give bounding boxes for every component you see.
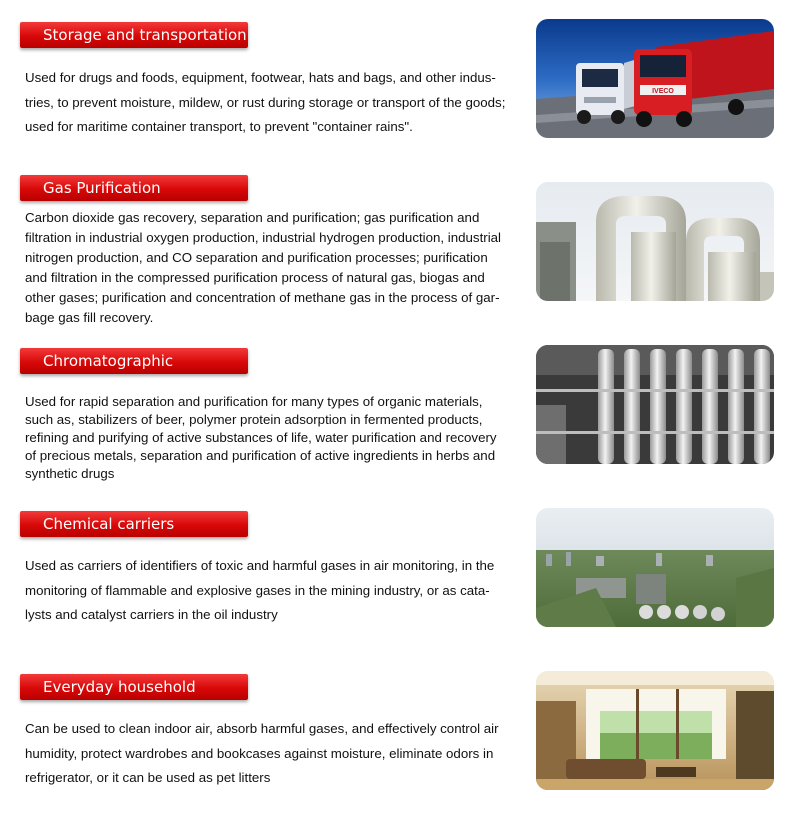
section-text-line: Used as carriers of identifiers of toxic and harmful gases in air monitoring, in the bbox=[25, 558, 495, 573]
section-text-line: filtration in industrial oxygen production, industrial hydrogen production, industrial bbox=[25, 230, 502, 245]
trucks-photo bbox=[536, 19, 774, 138]
section-title: Everyday household bbox=[20, 674, 248, 700]
section-text-line: and filtration in the compressed purification process of natural gas, biogas and bbox=[25, 270, 485, 285]
section-text-line: lysts and catalyst carriers in the oil industry bbox=[25, 607, 278, 622]
section-description bbox=[25, 717, 515, 791]
section-text-line: Carbon dioxide gas recovery, separation and purification; gas purification and bbox=[25, 210, 480, 225]
industrial-city-aerial-photo bbox=[536, 508, 774, 627]
section-description bbox=[25, 554, 515, 628]
section-text-line: other gases; purification and concentration of methane gas in the process of gar- bbox=[25, 290, 500, 305]
section-text-line: bage gas fill recovery. bbox=[25, 310, 154, 325]
gas-purification-plant-photo bbox=[536, 182, 774, 301]
section-text-line: monitoring of flammable and explosive gases in the mining industry, or as cata- bbox=[25, 582, 490, 598]
section-description bbox=[25, 208, 515, 328]
section-text-line: refrigerator, or it can be used as pet litters bbox=[25, 770, 271, 785]
section-description bbox=[25, 66, 515, 140]
section-text-line: synthetic drugs bbox=[25, 466, 115, 481]
section-text-line: Used for drugs and foods, equipment, footwear, hats and bags, and other indus- bbox=[25, 70, 496, 85]
section-description bbox=[25, 393, 515, 483]
section-text-line: humidity, protect wardrobes and bookcases against moisture, eliminate odors in bbox=[25, 745, 494, 761]
section-text-line: Can be used to clean indoor air, absorb harmful gases, and effectively control air bbox=[25, 721, 499, 736]
section-title: Chromatographic separation bbox=[20, 348, 248, 374]
section-text-line: nitrogen production, and CO separation and purification processes; purification bbox=[25, 250, 488, 265]
section-text-line: of precious metals, separation and purification of active ingredients in herbs and bbox=[25, 448, 496, 463]
section-title: Chemical carriers bbox=[20, 511, 248, 537]
section-text-line: Used for rapid separation and purification for many types of organic materials, bbox=[25, 394, 483, 409]
section-text-line: used for maritime container transport, to prevent "container rains". bbox=[25, 119, 413, 134]
section-text-line: tries, to prevent moisture, mildew, or rust during storage or transport of the goods; bbox=[25, 94, 506, 110]
chromatography-columns-photo bbox=[536, 345, 774, 464]
section-text-line: refining and purifying of active substances of life, water purification and recovery bbox=[25, 430, 497, 445]
section-title: Storage and transportation bbox=[20, 22, 248, 48]
section-title: Gas Purification bbox=[20, 175, 248, 201]
truck-brand-text: IVECO bbox=[652, 88, 674, 95]
section-text-line: such as, stabilizers of beer, polymer protein adsorption in fermented products, bbox=[25, 412, 483, 427]
living-room-photo bbox=[536, 671, 774, 790]
